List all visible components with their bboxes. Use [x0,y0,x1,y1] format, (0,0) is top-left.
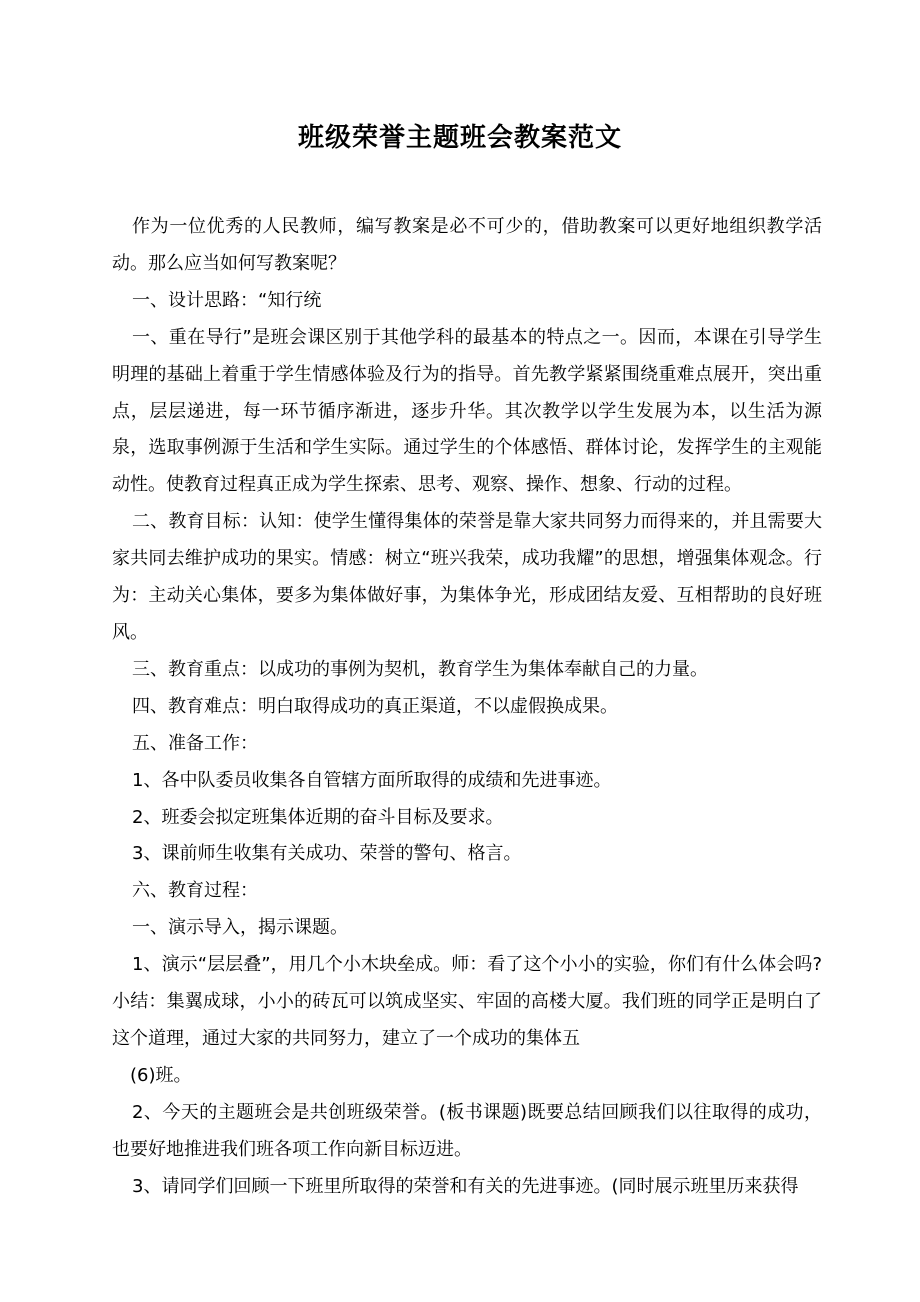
paragraph-theme: 2、今天的主题班会是共创班级荣誉。(板书课题)既要总结回顾我们以往取得的成功，也要好地推进我们班各项工作向新目标迈进。 [112,1101,822,1160]
paragraph-demo: 1、演示“层层叠”，用几个小木块垒成。师：看了这个小小的实验，你们有什么体会吗?小结：集翼成球，小小的砖瓦可以筑成坚实、牢固的高楼大厦。我们班的同学正是明白了这个道理，通过大家的共同努力，建立了一个成功的集体五 [112,954,822,1049]
paragraph-preparation-heading: 五、准备工作： [132,732,258,754]
paragraph-process-heading: 六、教育过程： [132,880,258,902]
paragraph-education-focus: 三、教育重点：以成功的事例为契机，教育学生为集体奉献自己的力量。 [132,658,708,680]
paragraph-preparation-item-3: 3、课前师生收集有关成功、荣誉的警句、格言。 [132,843,522,865]
paragraph-review: 3、请同学们回顾一下班里所取得的荣誉和有关的先进事迹。(同时展示班里历来获得 [132,1175,799,1197]
paragraph-preparation-item-2: 2、班委会拟定班集体近期的奋斗目标及要求。 [132,806,504,828]
paragraph-preparation-item-1: 1、各中队委员收集各自管辖方面所取得的成绩和先进事迹。 [132,769,612,791]
paragraph-intro: 作为一位优秀的人民教师，编写教案是必不可少的，借助教案可以更好地组织教学活动。那么应当如何写教案呢？ [112,216,822,274]
paragraph-design-detail: 一、重在导行”是班会课区别于其他学科的最基本的特点之一。因而，本课在引导学生明理的基础上着重于学生情感体验及行为的指导。首先教学紧紧围绕重难点展开，突出重点，层层递进，每一环节循序渐进，逐步升华。其次教学以学生发展为本，以生活为源泉，选取事例源于生活和学生实际。通过学生的个体感悟、群体讨论，发挥学生的主观能动性。使教育过程真正成为学生探索、思考、观察、操作、想象、行动的过程。 [112,326,822,496]
document-title: 班级荣誉主题班会教案范文 [297,123,622,153]
document-body [112,209,822,1205]
paragraph-class-name: (6)班。 [130,1064,192,1086]
paragraph-education-difficulty: 四、教育难点：明白取得成功的真正渠道，不以虚假换成果。 [132,695,618,717]
paragraph-process-step-1: 一、演示导入，揭示课题。 [132,917,348,939]
paragraph-education-goals: 二、教育目标：认知：使学生懂得集体的荣誉是靠大家共同努力而得来的，并且需要大家共同去维护成功的果实。情感：树立“班兴我荣，成功我耀”的思想，增强集体观念。行为：主动关心集体，要多为集体做好事，为集体争光，形成团结友爱、互相帮助的良好班风。 [112,511,822,643]
paragraph-design-idea: 一、设计思路：“知行统 [132,289,322,311]
